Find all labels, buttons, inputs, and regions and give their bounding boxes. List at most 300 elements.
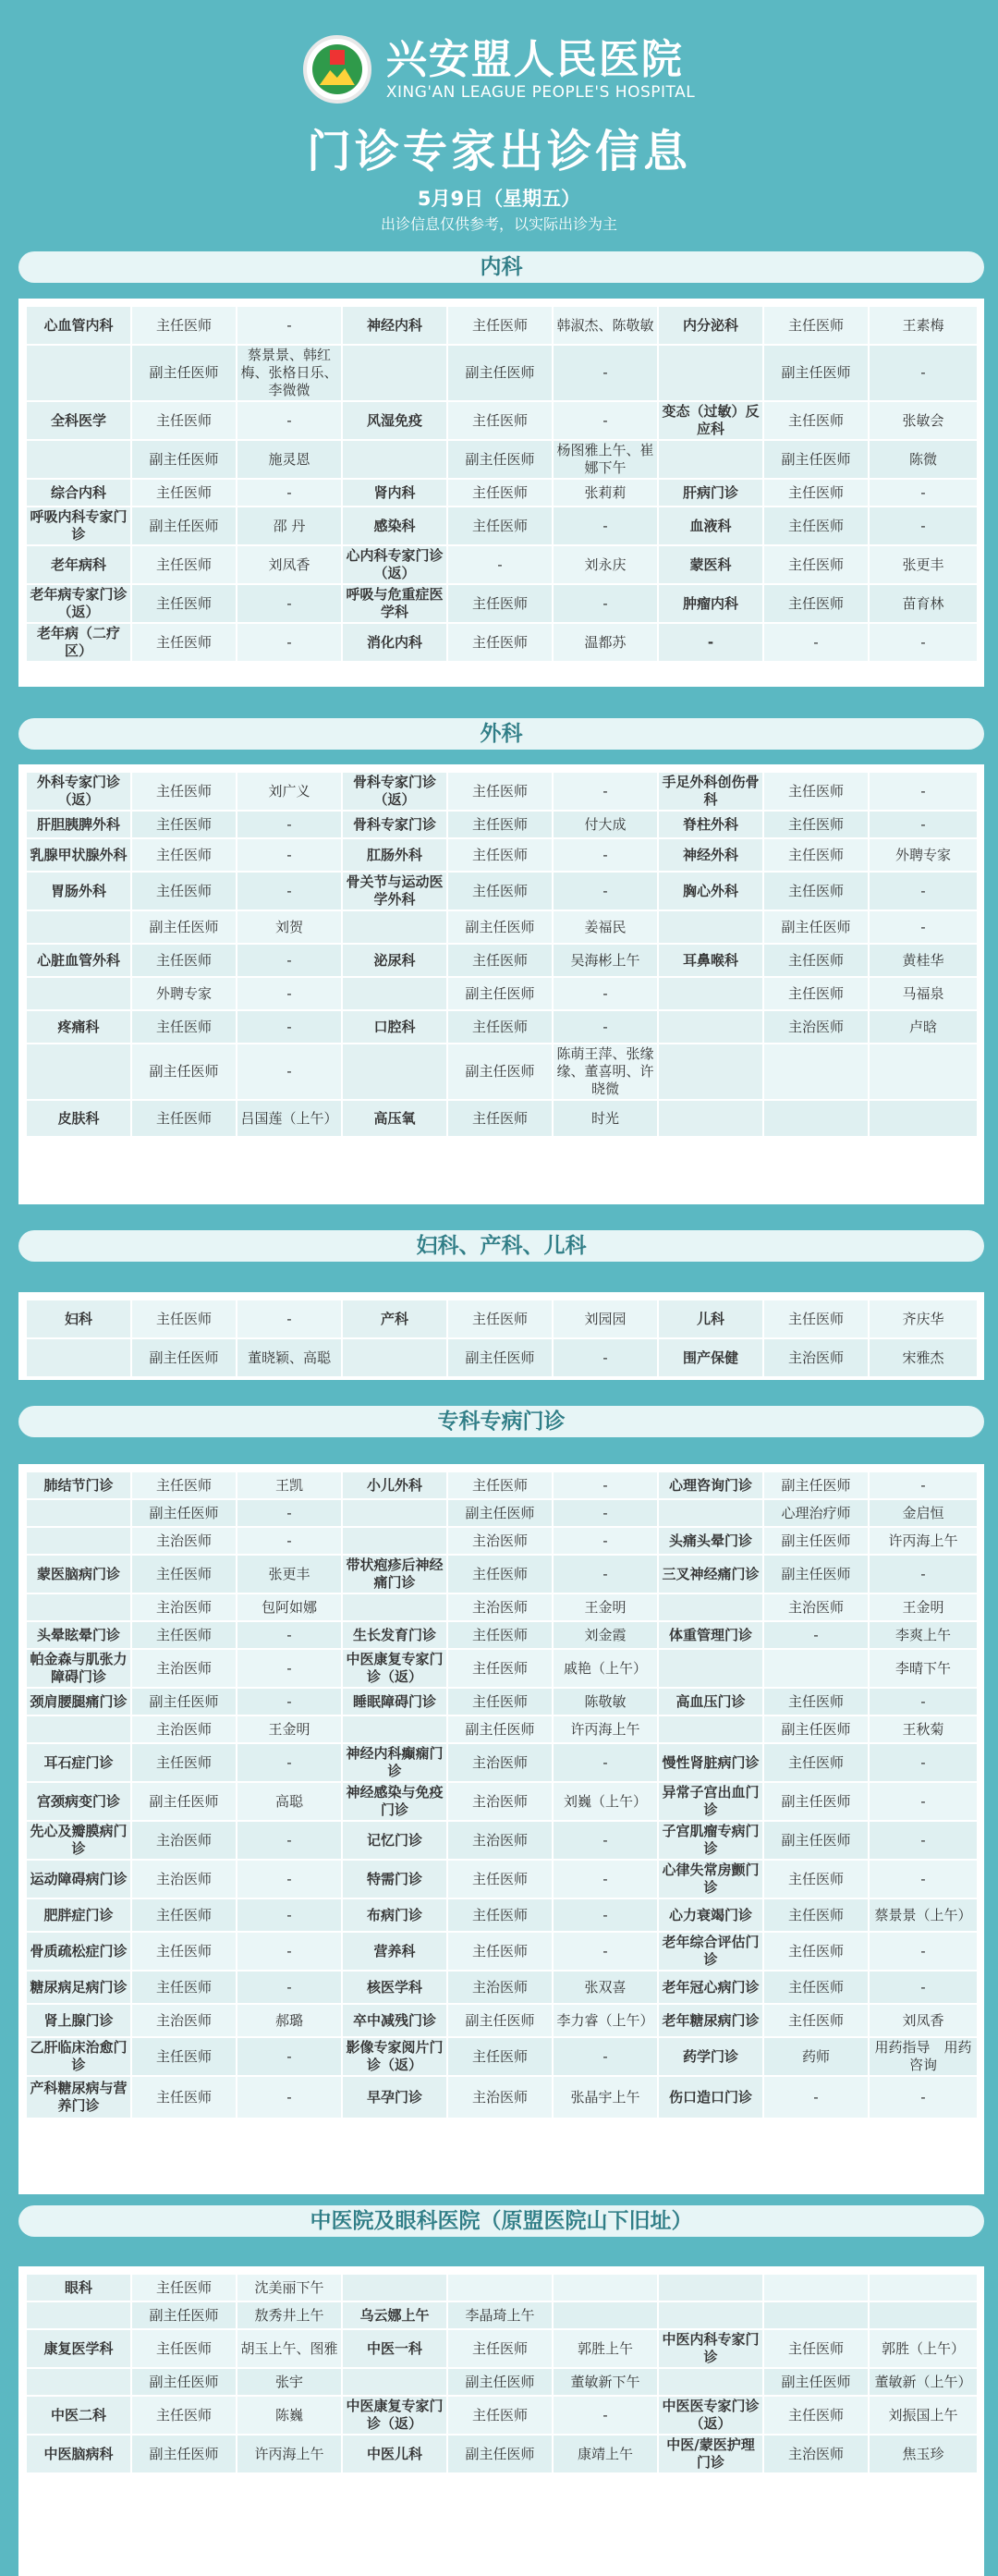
department-cell: 高压氧 [342,1100,447,1137]
doctor-cell: 刘金霞 [553,1621,658,1649]
table-row [26,2037,978,2076]
department-cell: 康复医学科 [26,2329,131,2368]
title-cell: 主任医师 [131,872,237,910]
title-cell: 主治医师 [447,1593,553,1621]
department-cell: 风湿免疫 [342,401,447,440]
doctor-cell: - [237,1821,342,1860]
doctor-cell: 邵 丹 [237,507,342,545]
title-cell [447,2274,553,2301]
title-cell: 外聘专家 [131,977,237,1010]
title-cell: 主任医师 [131,623,237,662]
doctor-cell: 胡玉上午、图雅 [237,2329,342,2368]
section-title: 内科 [18,251,984,283]
department-cell [658,977,763,1010]
department-cell: 耳鼻喉科 [658,944,763,977]
title-cell: 主任医师 [131,2076,237,2118]
department-cell [26,910,131,944]
title-cell: 主治医师 [131,1860,237,1898]
title-cell: 主任医师 [447,2396,553,2435]
title-cell: 副主任医师 [763,1471,869,1499]
title-cell: 主任医师 [763,838,869,872]
department-cell: 手足外科创伤骨科 [658,772,763,811]
doctor-cell: - [237,1621,342,1649]
doctor-cell: - [553,507,658,545]
title-cell: 主治医师 [131,1821,237,1860]
title-cell: 主任医师 [763,401,869,440]
doctor-cell: 高聪 [237,1782,342,1821]
schedule-table [25,2273,979,2474]
title-cell: 主任医师 [763,479,869,507]
title-cell: 副主任医师 [447,1715,553,1743]
doctor-cell: - [237,1010,342,1044]
title-cell: 副主任医师 [447,1044,553,1100]
title-cell: 主任医师 [131,1932,237,1971]
department-cell: 中医儿科 [342,2435,447,2473]
title-cell: 主任医师 [131,1100,237,1137]
doctor-cell: - [237,811,342,838]
title-cell: 主任医师 [763,1300,869,1338]
title-cell: 主任医师 [447,1932,553,1971]
table-row [26,1821,978,1860]
title-cell: 主任医师 [447,838,553,872]
hospital-name: 兴安盟人民医院 [385,36,684,83]
title-cell: 主任医师 [763,2329,869,2368]
doctor-cell: - [553,1010,658,1044]
doctor-cell: 时光 [553,1100,658,1137]
title-cell: 副主任医师 [131,910,237,944]
doctor-cell: 陈敬敏 [553,1688,658,1715]
department-cell [658,1649,763,1688]
doctor-cell: 郭胜上午 [553,2329,658,2368]
title-cell: 主任医师 [447,584,553,623]
table-row [26,1688,978,1715]
schedule-panel [18,2266,984,2576]
doctor-cell: - [553,2037,658,2076]
department-cell: 疼痛科 [26,1010,131,1044]
title-cell: 主任医师 [763,1898,869,1932]
table-row [26,1860,978,1898]
department-cell: 呼吸内科专家门诊 [26,507,131,545]
doctor-cell: - [869,1821,978,1860]
department-cell: 肾内科 [342,479,447,507]
doctor-cell: 蔡景景、韩红梅、张格日乐、李微微 [237,345,342,401]
department-cell: 老年冠心病门诊 [658,1971,763,2004]
doctor-cell: 许丙海上午 [869,1527,978,1555]
title-cell: 主任医师 [763,2004,869,2037]
doctor-cell: 陈巍 [237,2396,342,2435]
department-cell: 蒙医脑病门诊 [26,1555,131,1593]
doctor-cell: 金启恒 [869,1499,978,1527]
title-cell: 副主任医师 [763,1782,869,1821]
title-cell: 主任医师 [131,1471,237,1499]
doctor-cell: - [869,479,978,507]
department-cell: 早孕门诊 [342,2076,447,2118]
department-cell: 产科糖尿病与营养门诊 [26,2076,131,2118]
title-cell: 主任医师 [447,1621,553,1649]
department-cell: - [658,623,763,662]
department-cell [658,910,763,944]
doctor-cell: 刘巍（上午） [553,1782,658,1821]
department-cell [658,1499,763,1527]
department-cell: 乌云娜上午 [342,2301,447,2329]
doctor-cell: - [553,1821,658,1860]
department-cell: 中医一科 [342,2329,447,2368]
table-row [26,2076,978,2118]
title-cell: 主任医师 [447,944,553,977]
doctor-cell [553,2301,658,2329]
doctor-cell: - [553,1338,658,1377]
doctor-cell: - [237,306,342,345]
department-cell [658,2274,763,2301]
doctor-cell: 齐庆华 [869,1300,978,1338]
department-cell: 变态（过敏）反应科 [658,401,763,440]
department-cell: 口腔科 [342,1010,447,1044]
doctor-cell: 王秋菊 [869,1715,978,1743]
table-row [26,811,978,838]
department-cell: 神经外科 [658,838,763,872]
department-cell: 心律失常房颤门诊 [658,1860,763,1898]
title-cell: 主任医师 [131,1300,237,1338]
title-cell: 主任医师 [447,623,553,662]
doctor-cell: 包阿如娜 [237,1593,342,1621]
department-cell [342,1499,447,1527]
department-cell [342,1715,447,1743]
department-cell: 心力衰竭门诊 [658,1898,763,1932]
department-cell: 心理咨询门诊 [658,1471,763,1499]
title-cell: 副主任医师 [131,1688,237,1715]
title-cell: 副主任医师 [447,2435,553,2473]
table-row [26,1044,978,1100]
department-cell: 特需门诊 [342,1860,447,1898]
department-cell: 老年病（二疗区） [26,623,131,662]
doctor-cell: 张敏会 [869,401,978,440]
title-cell: 主治医师 [763,2435,869,2473]
title-cell: 副主任医师 [763,1715,869,1743]
doctor-cell: - [553,1499,658,1527]
department-cell [26,345,131,401]
doctor-cell: - [237,944,342,977]
table-row [26,2329,978,2368]
title-cell: 副主任医师 [131,1338,237,1377]
title-cell: 主任医师 [447,1471,553,1499]
title-cell: 主治医师 [447,1971,553,2004]
doctor-cell: 焦玉珍 [869,2435,978,2473]
doctor-cell: - [869,345,978,401]
title-cell: 主任医师 [763,944,869,977]
department-cell [26,1527,131,1555]
department-cell: 骨科专家门诊 [342,811,447,838]
table-row [26,584,978,623]
table-row [26,2274,978,2301]
title-cell: 主任医师 [447,1898,553,1932]
title-cell: 主任医师 [763,1971,869,2004]
doctor-cell [869,2274,978,2301]
doctor-cell [869,2301,978,2329]
title-cell: 主任医师 [763,306,869,345]
department-cell: 中医康复专家门诊（返） [342,1649,447,1688]
department-cell: 胃肠外科 [26,872,131,910]
title-cell: 主任医师 [131,479,237,507]
doctor-cell: - [237,977,342,1010]
title-cell: 主任医师 [447,479,553,507]
department-cell: 营养科 [342,1932,447,1971]
schedule-panel [18,1464,984,2194]
department-cell: 中医/蒙医护理门诊 [658,2435,763,2473]
department-cell [658,440,763,479]
doctor-cell: - [553,401,658,440]
section-title: 外科 [18,718,984,750]
department-cell: 肝病门诊 [658,479,763,507]
title-cell: 主任医师 [447,2329,553,2368]
department-cell [26,2368,131,2396]
department-cell: 卒中减残门诊 [342,2004,447,2037]
doctor-cell: - [237,1688,342,1715]
department-cell [26,1499,131,1527]
doctor-cell: - [553,977,658,1010]
title-cell: 副主任医师 [447,1499,553,1527]
doctor-cell: - [553,1471,658,1499]
department-cell: 神经内科 [342,306,447,345]
title-cell: 主任医师 [131,1555,237,1593]
doctor-cell: - [237,1300,342,1338]
department-cell: 三叉神经痛门诊 [658,1555,763,1593]
department-cell [658,1715,763,1743]
doctor-cell: 马福泉 [869,977,978,1010]
department-cell [658,345,763,401]
department-cell: 肝胆胰脾外科 [26,811,131,838]
table-row [26,910,978,944]
table-row [26,1593,978,1621]
department-cell: 肥胖症门诊 [26,1898,131,1932]
title-cell: 副主任医师 [763,910,869,944]
department-cell [26,1715,131,1743]
department-cell: 血液科 [658,507,763,545]
department-cell: 心血管内科 [26,306,131,345]
title-cell: 主任医师 [447,401,553,440]
doctor-cell: 刘振国上午 [869,2396,978,2435]
department-cell: 老年病科 [26,545,131,584]
department-cell [342,2368,447,2396]
department-cell: 先心及瓣膜病门诊 [26,1821,131,1860]
table-row [26,1499,978,1527]
department-cell: 运动障碍病门诊 [26,1860,131,1898]
doctor-cell: 敖秀井上午 [237,2301,342,2329]
doctor-cell: 刘园园 [553,1300,658,1338]
title-cell: 李晶琦上午 [447,2301,553,2329]
section-title: 妇科、产科、儿科 [18,1230,984,1262]
title-cell: 主任医师 [763,1743,869,1782]
title-cell: 主治医师 [447,1821,553,1860]
doctor-cell: 刘永庆 [553,545,658,584]
schedule-table [25,1299,979,1378]
title-cell: 副主任医师 [131,2435,237,2473]
title-cell: 药师 [763,2037,869,2076]
table-row [26,623,978,662]
title-cell: 副主任医师 [131,507,237,545]
department-cell: 产科 [342,1300,447,1338]
department-cell: 中医脑病科 [26,2435,131,2473]
doctor-cell: - [237,1932,342,1971]
title-cell: 副主任医师 [763,345,869,401]
title-cell: 心理治疗师 [763,1499,869,1527]
schedule-table [25,305,979,663]
title-cell: 主任医师 [763,872,869,910]
doctor-cell: - [869,772,978,811]
doctor-cell: 许丙海上午 [237,2435,342,2473]
title-cell: 主任医师 [447,1010,553,1044]
table-row [26,1471,978,1499]
doctor-cell: 戚艳（上午） [553,1649,658,1688]
title-cell: 副主任医师 [763,1555,869,1593]
department-cell: 中医二科 [26,2396,131,2435]
department-cell: 慢性肾脏病门诊 [658,1743,763,1782]
title-cell: 主治医师 [763,1593,869,1621]
title-cell: 主治医师 [447,1743,553,1782]
title-cell: 主治医师 [763,1338,869,1377]
department-cell: 生长发育门诊 [342,1621,447,1649]
doctor-cell: - [553,772,658,811]
doctor-cell: 李力睿（上午） [553,2004,658,2037]
schedule-panel [18,764,984,1204]
department-cell: 全科医学 [26,401,131,440]
doctor-cell: 董敏新（上午） [869,2368,978,2396]
title-cell [763,2301,869,2329]
table-row [26,977,978,1010]
doctor-cell: - [869,1471,978,1499]
department-cell: 泌尿科 [342,944,447,977]
title-cell: 主任医师 [447,872,553,910]
department-cell [342,440,447,479]
title-cell: 主任医师 [447,1688,553,1715]
doctor-cell: 张莉莉 [553,479,658,507]
table-row [26,1782,978,1821]
title-cell: 主任医师 [131,2274,237,2301]
department-cell: 胸心外科 [658,872,763,910]
table-row [26,1621,978,1649]
doctor-cell: 董晓颖、高聪 [237,1338,342,1377]
department-cell: 中医内科专家门诊 [658,2329,763,2368]
title-cell: 主任医师 [763,977,869,1010]
doctor-cell: - [237,1971,342,2004]
table-row [26,306,978,345]
doctor-cell: - [237,1898,342,1932]
department-cell [658,1593,763,1621]
doctor-cell: 王金明 [237,1715,342,1743]
department-cell: 妇科 [26,1300,131,1338]
title-cell: 主任医师 [131,2037,237,2076]
title-cell: 主任医师 [131,1010,237,1044]
schedule-table [25,1471,979,2119]
table-row [26,345,978,401]
title-cell: 主治医师 [131,1649,237,1688]
doctor-cell: - [869,1932,978,1971]
department-cell [26,2301,131,2329]
title-cell: 副主任医师 [131,345,237,401]
department-cell [342,1338,447,1377]
doctor-cell: 刘凤香 [237,545,342,584]
title-cell: 主任医师 [763,1860,869,1898]
department-cell: 围产保健 [658,1338,763,1377]
title-cell: 主任医师 [763,772,869,811]
department-cell: 伤口造口门诊 [658,2076,763,2118]
doctor-cell: - [869,1743,978,1782]
doctor-cell: - [869,2076,978,2118]
doctor-cell: 董敏新下午 [553,2368,658,2396]
department-cell: 皮肤科 [26,1100,131,1137]
department-cell: 心脏血管外科 [26,944,131,977]
department-cell: 神经内科癫痫门诊 [342,1743,447,1782]
table-row [26,1898,978,1932]
table-row [26,479,978,507]
table-row [26,1527,978,1555]
title-cell: 副主任医师 [447,977,553,1010]
department-cell [342,1527,447,1555]
department-cell: 乳腺甲状腺外科 [26,838,131,872]
title-cell: 副主任医师 [763,2368,869,2396]
doctor-cell: - [553,872,658,910]
department-cell: 颈肩腰腿痛门诊 [26,1688,131,1715]
title-cell: 主治医师 [447,2076,553,2118]
hospital-logo-icon [303,35,371,104]
schedule-date: 5月9日（星期五） [417,188,581,210]
title-cell: 主任医师 [131,811,237,838]
title-cell: 主任医师 [763,1932,869,1971]
title-cell: 主任医师 [131,1971,237,2004]
title-cell: 主任医师 [131,944,237,977]
doctor-cell: - [869,1860,978,1898]
title-cell: 副主任医师 [131,440,237,479]
doctor-cell: 张双喜 [553,1971,658,2004]
table-row [26,1100,978,1137]
department-cell: 心内科专家门诊（返） [342,545,447,584]
department-cell: 感染科 [342,507,447,545]
title-cell [763,1100,869,1137]
doctor-cell: - [553,1527,658,1555]
doctor-cell: 用药指导 用药咨询 [869,2037,978,2076]
department-cell [342,1593,447,1621]
department-cell: 记忆门诊 [342,1821,447,1860]
title-cell: - [763,1621,869,1649]
table-row [26,507,978,545]
title-cell: - [763,2076,869,2118]
doctor-cell: - [869,623,978,662]
title-cell: 主治医师 [763,1010,869,1044]
department-cell: 布病门诊 [342,1898,447,1932]
department-cell: 肛肠外科 [342,838,447,872]
doctor-cell: - [869,910,978,944]
page-header [0,0,998,250]
department-cell [342,910,447,944]
table-row [26,2396,978,2435]
title-cell: 主任医师 [447,772,553,811]
department-cell: 骨质疏松症门诊 [26,1932,131,1971]
doctor-cell: - [869,1688,978,1715]
title-cell [763,1649,869,1688]
table-row [26,1932,978,1971]
doctor-cell: 外聘专家 [869,838,978,872]
doctor-cell: 吕国莲（上午） [237,1100,342,1137]
department-cell [658,1010,763,1044]
department-cell: 骨关节与运动医学外科 [342,872,447,910]
doctor-cell: 吴海彬上午 [553,944,658,977]
department-cell [658,2368,763,2396]
doctor-cell: - [869,811,978,838]
department-cell: 消化内科 [342,623,447,662]
table-row [26,838,978,872]
doctor-cell: 杨图雅上午、崔娜下午 [553,440,658,479]
doctor-cell: 姜福民 [553,910,658,944]
doctor-cell: 张晶宇上午 [553,2076,658,2118]
